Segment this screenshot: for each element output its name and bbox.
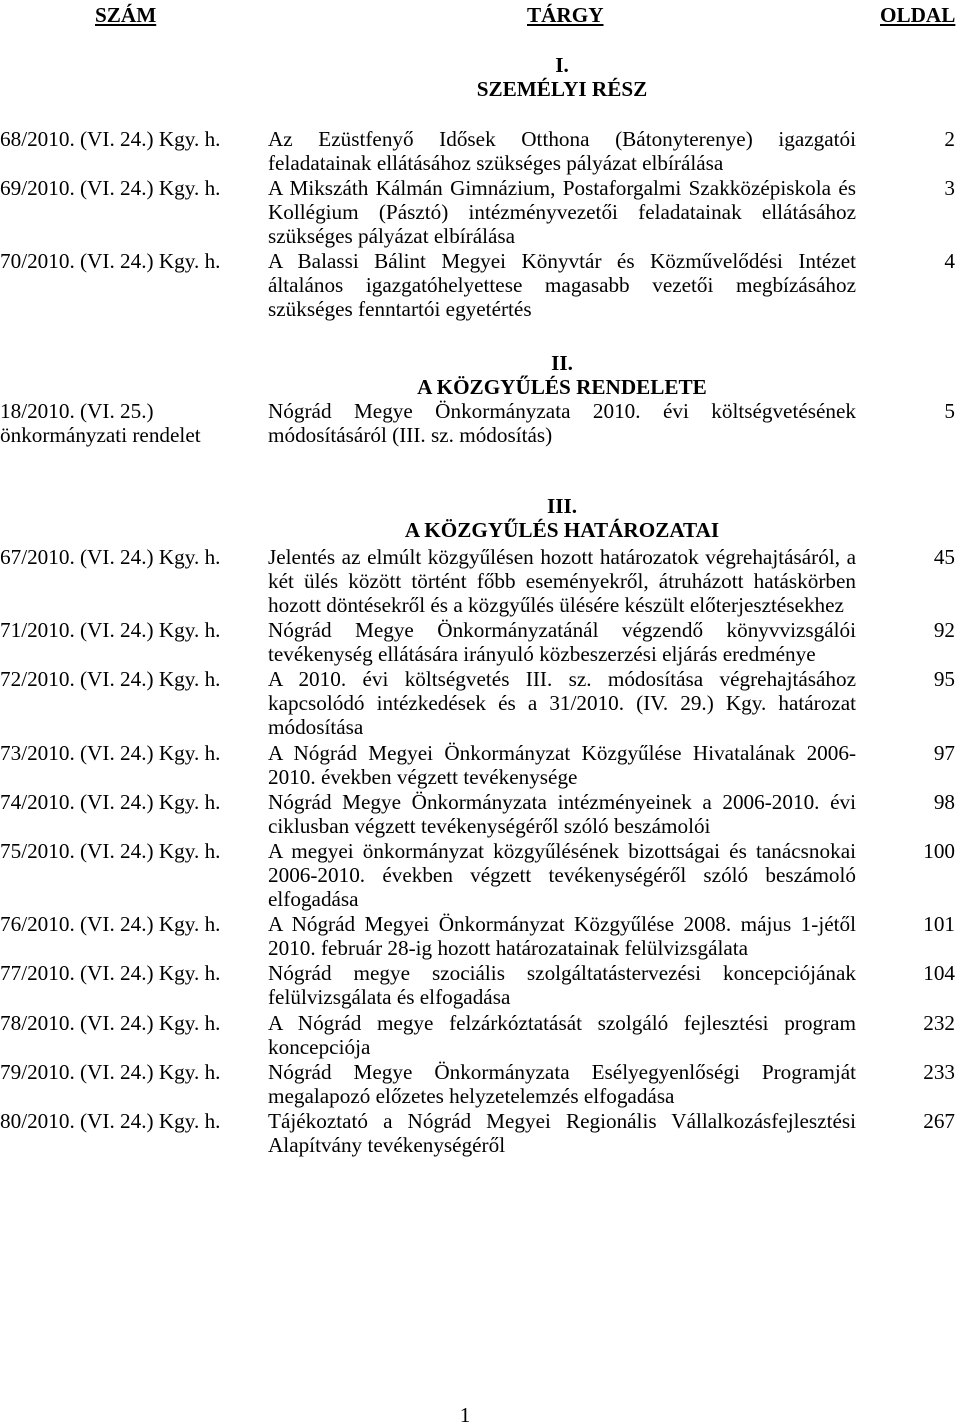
entry-subject-line: szükséges pályázat elbírálása <box>268 224 516 249</box>
entry-subject <box>268 741 856 789</box>
section-numeral: III. <box>546 494 578 518</box>
entry-subject <box>268 790 856 838</box>
section-decree <box>0 351 955 448</box>
entry-subject <box>268 961 856 1009</box>
entry-number-line: 71/2010. (VI. 24.) Kgy. h. <box>0 618 221 643</box>
entry-subject-line: felülvizsgálata és elfogadása <box>268 985 511 1010</box>
entry-subject-line: A Balassi Bálint Megyei Könyvtár és Közművelődési Intézet <box>268 249 856 274</box>
entry-number <box>0 545 268 617</box>
toc-row <box>0 1109 955 1157</box>
entry-page: 45 <box>933 545 955 569</box>
entry-number-line: 72/2010. (VI. 24.) Kgy. h. <box>0 667 221 692</box>
entry-number <box>0 667 268 739</box>
entry-number-line: 70/2010. (VI. 24.) Kgy. h. <box>0 249 221 274</box>
entry-number-line: 75/2010. (VI. 24.) Kgy. h. <box>0 838 221 863</box>
entry-subject-line: Nógrád Megye Önkormányzata 2010. évi költségvetésének <box>268 399 856 423</box>
entry-subject-line: módosítása <box>268 715 364 740</box>
entry-page: 95 <box>933 667 955 692</box>
entry-subject <box>268 912 856 960</box>
toc-row <box>0 839 955 911</box>
section-heading <box>268 494 856 542</box>
section-resolutions <box>0 494 955 1158</box>
entry-page: 233 <box>923 1059 955 1084</box>
entry-page: 2 <box>944 127 955 151</box>
entry-number-line: 73/2010. (VI. 24.) Kgy. h. <box>0 740 221 765</box>
toc-row <box>0 127 955 175</box>
entry-number-line: 80/2010. (VI. 24.) Kgy. h. <box>0 1108 221 1133</box>
section-title: A KÖZGYŰLÉS RENDELETE <box>417 375 707 399</box>
entry-subject <box>268 1060 856 1108</box>
entry-subject-line: hozott döntésekről és a közgyűlés ülésére készült előterjesztésekhez <box>268 593 844 617</box>
section-heading <box>268 53 856 101</box>
toc-row <box>0 1011 955 1059</box>
header-subject-label: TÁRGY <box>527 3 604 27</box>
entry-subject-line: 2010. években végzett tevékenysége <box>268 764 578 789</box>
entry-subject <box>268 667 856 739</box>
entry-number-line: 67/2010. (VI. 24.) Kgy. h. <box>0 545 221 569</box>
entry-subject-line: kapcsolódó intézkedések és a 31/2010. (IV. 29.) Kgy. határozat <box>268 691 856 716</box>
entry-subject <box>268 1011 856 1059</box>
entry-page: 5 <box>944 399 955 423</box>
entry-subject-line: Nógrád Megye Önkormányzata intézményeinek a 2006-2010. évi <box>268 789 856 814</box>
entry-number-line: 18/2010. (VI. 25.) <box>0 399 154 423</box>
entry-subject-line: szükséges fenntartói egyetértés <box>268 297 532 322</box>
entry-page: 3 <box>944 176 955 201</box>
entry-number <box>0 961 268 1009</box>
entry-number <box>0 249 268 321</box>
entry-subject-line: Kollégium (Pásztó) intézményvezetői feladatainak ellátásához <box>268 200 856 225</box>
entry-number-line: 79/2010. (VI. 24.) Kgy. h. <box>0 1059 221 1084</box>
entry-subject-line: feladatainak ellátásához szükséges pályázat elbírálása <box>268 151 724 175</box>
entry-number <box>0 1060 268 1108</box>
entry-number <box>0 912 268 960</box>
toc-row <box>0 667 955 739</box>
entry-subject-line: Jelentés az elmúlt közgyűlésen hozott határozatok végrehajtásáról, a <box>268 545 856 569</box>
entry-page: 267 <box>923 1108 955 1133</box>
section-heading <box>268 351 856 399</box>
entry-page: 232 <box>923 1010 955 1035</box>
entry-number-line: 68/2010. (VI. 24.) Kgy. h. <box>0 127 221 151</box>
entry-page: 100 <box>923 838 955 863</box>
entry-number <box>0 1109 268 1157</box>
entry-number <box>0 839 268 911</box>
section-entries <box>0 399 955 447</box>
entry-number-line: önkormányzati rendelet <box>0 423 201 447</box>
entry-subject-line: módosításáról (III. sz. módosítás) <box>268 423 553 447</box>
entry-subject-line: 2010. február 28-ig hozott határozatainak felülvizsgálata <box>268 936 749 961</box>
entry-subject-line: A Nógrád megye felzárkóztatását szolgáló fejlesztési program <box>268 1010 856 1035</box>
entry-subject-line: koncepciója <box>268 1034 371 1059</box>
entry-number-line: 76/2010. (VI. 24.) Kgy. h. <box>0 912 221 937</box>
entry-page: 101 <box>923 912 955 937</box>
toc-row <box>0 249 955 321</box>
entry-subject <box>268 399 856 447</box>
entry-subject-line: Nógrád Megye Önkormányzata Esélyegyenlőségi Programját <box>268 1059 856 1084</box>
entry-number-line: 74/2010. (VI. 24.) Kgy. h. <box>0 789 221 814</box>
toc-row <box>0 618 955 666</box>
entry-subject-line: tevékenység ellátására irányuló közbeszerzési eljárás eredménye <box>268 642 816 667</box>
header-number-label: SZÁM <box>95 3 157 27</box>
entry-subject <box>268 839 856 911</box>
page-number: 1 <box>459 1403 471 1427</box>
entry-subject-line: Alapítvány tevékenységéről <box>268 1132 506 1157</box>
entry-subject-line: A Nógrád Megyei Önkormányzat Közgyűlése Hivatalának 2006- <box>268 740 856 765</box>
toc-row <box>0 545 955 617</box>
entry-subject <box>268 249 856 321</box>
section-numeral: I. <box>555 53 569 77</box>
entry-page: 97 <box>933 740 955 765</box>
entry-number <box>0 618 268 666</box>
entry-subject-line: Az Ezüstfenyő Idősek Otthona (Bátonyterenye) igazgatói <box>268 127 856 151</box>
entry-subject-line: Nógrád megye szociális szolgáltatástervezési koncepciójának <box>268 961 856 986</box>
section-numeral: II. <box>551 351 573 375</box>
entry-page: 98 <box>933 789 955 814</box>
toc-row <box>0 176 955 248</box>
entry-subject-line: Tájékoztató a Nógrád Megyei Regionális Vállalkozásfejlesztési <box>268 1108 856 1133</box>
entry-number <box>0 399 268 447</box>
entry-number <box>0 1011 268 1059</box>
entry-subject-line: elfogadása <box>268 886 359 911</box>
entry-subject <box>268 127 856 175</box>
entry-number <box>0 790 268 838</box>
entry-number <box>0 127 268 175</box>
entry-subject <box>268 176 856 248</box>
entry-page: 104 <box>923 961 955 986</box>
entry-subject-line: ciklusban végzett tevékenységéről szóló beszámolói <box>268 813 711 838</box>
section-title: SZEMÉLYI RÉSZ <box>476 77 648 101</box>
header-page-label: OLDAL <box>880 3 956 27</box>
entry-subject-line: két ülés között történt főbb eseményekről, átruházott hatáskörben <box>268 569 856 593</box>
section-entries <box>0 545 955 1157</box>
section-title: A KÖZGYŰLÉS HATÁROZATAI <box>404 518 720 542</box>
entry-number-line: 69/2010. (VI. 24.) Kgy. h. <box>0 176 221 201</box>
entry-subject-line: A Nógrád Megyei Önkormányzat Közgyűlése 2008. május 1-jétől <box>268 912 856 937</box>
entry-subject-line: A Mikszáth Kálmán Gimnázium, Postaforgalmi Szakközépiskola és <box>268 176 856 201</box>
entry-subject <box>268 618 856 666</box>
section-personal <box>0 53 955 323</box>
entry-subject-line: A 2010. évi költségvetés III. sz. módosítása végrehajtásához <box>268 667 856 692</box>
entry-number-line: 77/2010. (VI. 24.) Kgy. h. <box>0 961 221 986</box>
toc-row <box>0 399 955 447</box>
toc-row <box>0 961 955 1009</box>
toc-row <box>0 912 955 960</box>
toc-row <box>0 790 955 838</box>
entry-subject-line: Nógrád Megye Önkormányzatánál végzendő könyvvizsgálói <box>268 618 856 643</box>
section-entries <box>0 127 955 321</box>
entry-subject-line: A megyei önkormányzat közgyűlésének bizottságai és tanácsnokai <box>268 838 856 863</box>
entry-number <box>0 176 268 248</box>
entry-subject-line: általános igazgatóhelyettese magasabb vezetői megbízásához <box>268 273 856 298</box>
entry-page: 4 <box>944 249 955 274</box>
entry-page: 92 <box>933 618 955 643</box>
entry-subject-line: megalapozó előzetes helyzetelemzés elfogadása <box>268 1083 675 1108</box>
toc-row <box>0 1060 955 1108</box>
entry-subject <box>268 1109 856 1157</box>
entry-subject-line: 2006-2010. években végzett tevékenységéről szóló beszámoló <box>268 862 856 887</box>
entry-number-line: 78/2010. (VI. 24.) Kgy. h. <box>0 1010 221 1035</box>
toc-row <box>0 741 955 789</box>
entry-number <box>0 741 268 789</box>
entry-subject <box>268 545 856 617</box>
